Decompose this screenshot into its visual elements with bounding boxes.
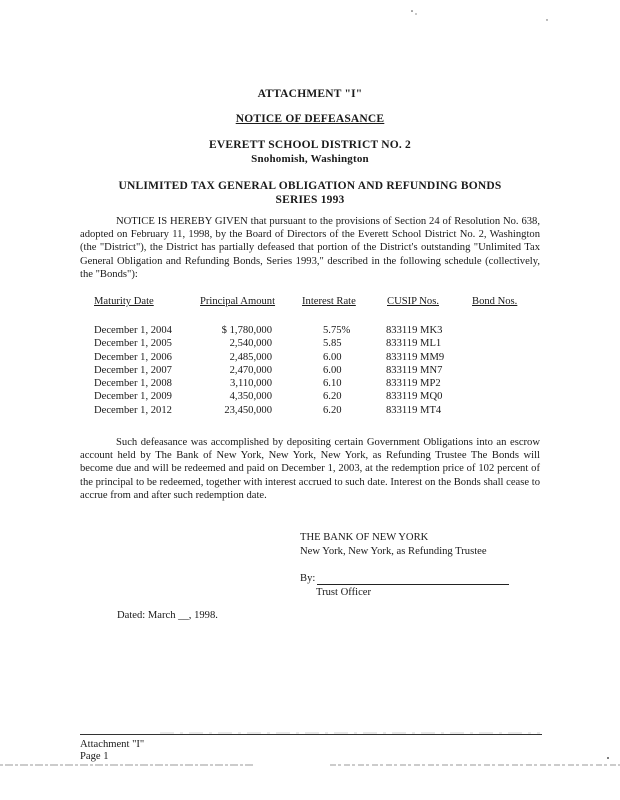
footer-attachment-label: Attachment "I" xyxy=(80,739,145,750)
schedule-row xyxy=(80,391,540,404)
maturity-date-cell: December 1, 2004 xyxy=(94,325,172,336)
schedule-row xyxy=(80,338,540,351)
maturity-date-cell: December 1, 2007 xyxy=(94,364,172,376)
header-cusip: CUSIP Nos. xyxy=(387,296,440,307)
district-name: EVERETT SCHOOL DISTRICT NO. 2 xyxy=(209,139,411,151)
cusip-cell: 833119 MK3 xyxy=(386,325,443,336)
schedule-row xyxy=(80,405,540,418)
defeasance-paragraph xyxy=(80,436,540,502)
signature-line xyxy=(317,574,509,585)
maturity-date-cell: December 1, 2009 xyxy=(94,391,172,403)
maturity-date-cell: December 1, 2006 xyxy=(94,351,172,363)
interest-rate-cell: 6.20 xyxy=(323,391,342,403)
maturity-date-cell: December 1, 2005 xyxy=(94,338,172,350)
interest-rate-cell: 5.85 xyxy=(323,338,342,350)
district-location: Snohomish, Washington xyxy=(251,153,369,165)
header-interest-rate: Interest Rate xyxy=(302,296,356,307)
schedule-row xyxy=(80,365,540,378)
page-footer xyxy=(80,739,144,763)
attachment-title: ATTACHMENT "I" xyxy=(257,88,363,100)
defeasance-paragraph-text: Such defeasance was accomplished by depositing certain Government Obligations into an escrow account held by The Bank of New York, New York, New York, as Refunding Trustee The Bonds will become due and will be redeemed and paid on December 1, 2003, at the redemption price of 102 percent of the principal to be redeemed, together with interest accrued to such date. Interest on the Bonds shall cease to accrue from and after such redemption date. xyxy=(80,437,540,501)
bond-title-line2: SERIES 1993 xyxy=(275,194,345,206)
intro-paragraph xyxy=(80,215,540,281)
trustee-role: New York, New York, as Refunding Trustee xyxy=(300,546,487,557)
cusip-cell: 833119 MT4 xyxy=(386,404,442,416)
maturity-date-cell: December 1, 2012 xyxy=(94,404,172,416)
header-principal-amount: Principal Amount xyxy=(200,296,276,307)
principal-amount-cell: 2,470,000 xyxy=(229,364,272,376)
bond-title-line1: UNLIMITED TAX GENERAL OBLIGATION AND REFUNDING BONDS xyxy=(118,180,502,192)
schedule-header-row xyxy=(80,296,540,310)
interest-rate-cell: 6.00 xyxy=(323,364,342,376)
principal-amount-cell: 3,110,000 xyxy=(230,378,272,390)
footer-divider xyxy=(80,734,542,735)
notice-title: NOTICE OF DEFEASANCE xyxy=(235,113,385,125)
schedule-row xyxy=(80,325,540,338)
interest-rate-cell: 6.10 xyxy=(323,378,342,390)
principal-amount-cell: $ 1,780,000 xyxy=(221,325,272,336)
schedule-row xyxy=(80,378,540,391)
signature-block xyxy=(300,572,509,585)
principal-amount-cell: 23,450,000 xyxy=(224,404,272,416)
interest-rate-cell: 6.00 xyxy=(323,351,342,363)
header-maturity-date: Maturity Date xyxy=(94,296,154,307)
officer-title: Trust Officer xyxy=(316,587,372,598)
cusip-cell: 833119 MP2 xyxy=(386,378,441,390)
cusip-cell: 833119 ML1 xyxy=(386,338,442,350)
footer-page-number: Page 1 xyxy=(80,751,109,762)
schedule-rows xyxy=(80,325,540,418)
maturity-date-cell: December 1, 2008 xyxy=(94,378,172,390)
principal-amount-cell: 2,485,000 xyxy=(229,351,272,363)
bond-schedule-table xyxy=(80,296,540,418)
interest-rate-cell: 5.75% xyxy=(323,325,351,336)
principal-amount-cell: 4,350,000 xyxy=(229,391,272,403)
header-bond-nos: Bond Nos. xyxy=(472,296,518,307)
principal-amount-cell: 2,540,000 xyxy=(229,338,272,350)
dated-line: Dated: March __, 1998. xyxy=(117,610,218,621)
by-label: By: xyxy=(300,573,316,584)
cusip-cell: 833119 MQ0 xyxy=(386,391,443,403)
schedule-row xyxy=(80,352,540,365)
cusip-cell: 833119 MN7 xyxy=(386,364,443,376)
trustee-name: THE BANK OF NEW YORK xyxy=(300,532,429,543)
cusip-cell: 833119 MM9 xyxy=(386,351,445,363)
interest-rate-cell: 6.20 xyxy=(323,404,342,416)
intro-paragraph-text: NOTICE IS HEREBY GIVEN that pursuant to the provisions of Section 24 of Resolution No. 638, adopted on February 11, 1998, by the Board of Directors of the Everett School District No. 2, Washington (the "District"), the District has partially defeased that portion of the District's outstanding "Unlimited Tax General Obligation and Refunding Bonds, Series 1993," described in the following schedule (collectively, the "Bonds"): xyxy=(80,216,540,280)
